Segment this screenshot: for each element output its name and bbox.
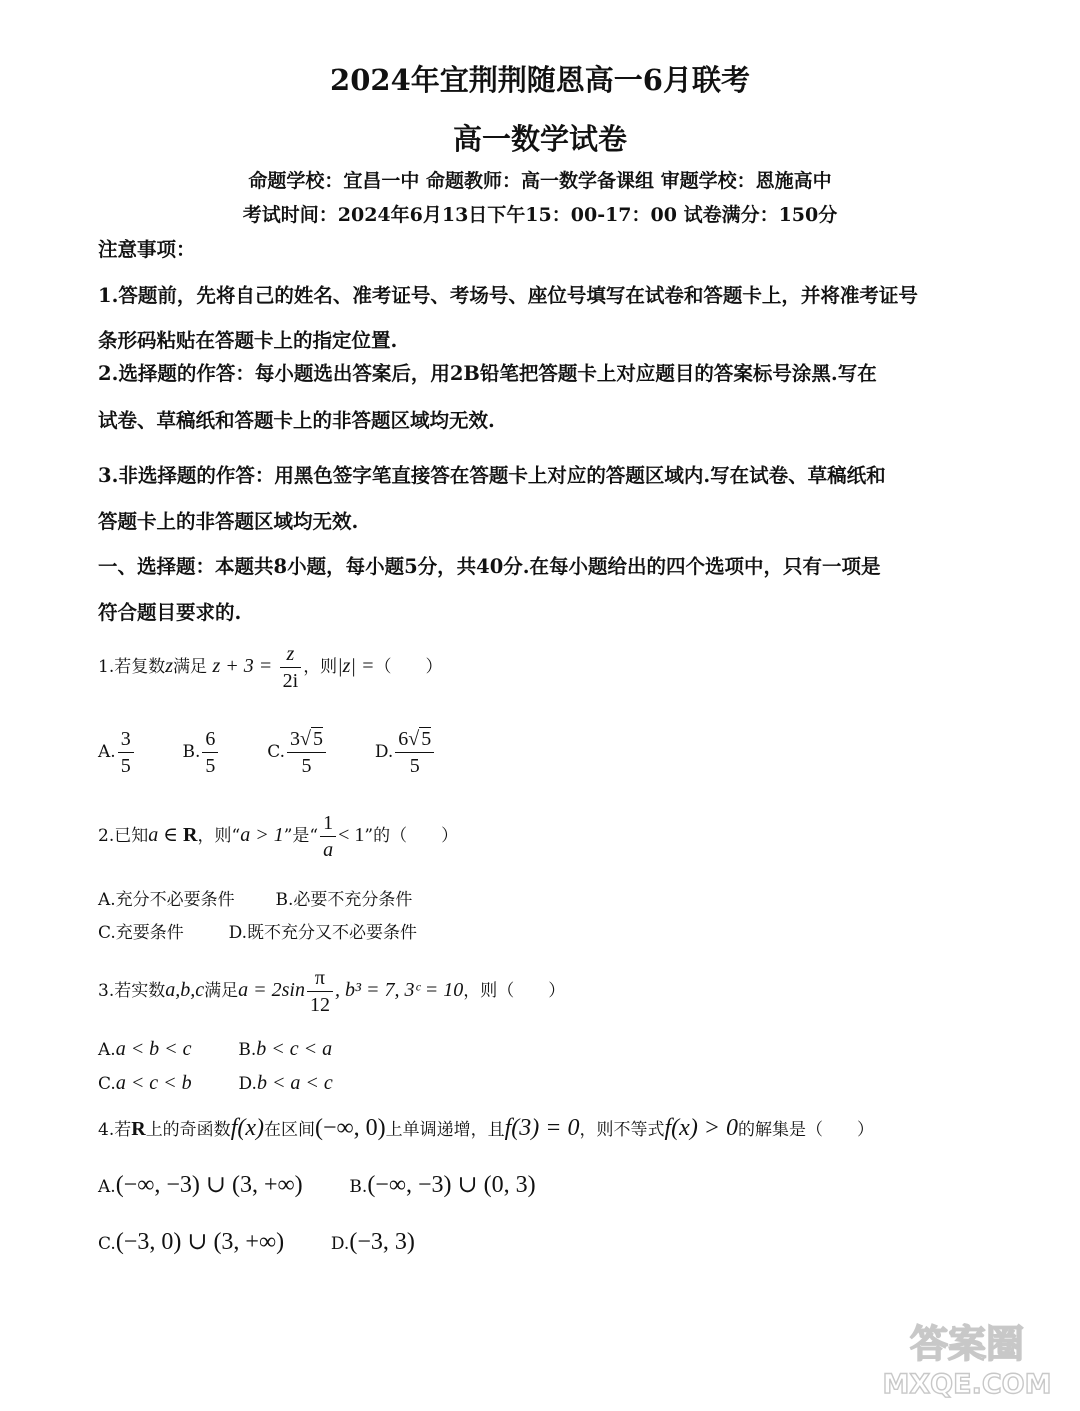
q1-option-b-label: B. (182, 742, 201, 762)
q2-option-b: B.必要不充分条件 (275, 890, 413, 910)
notice-item-1-line-1: 1.答题前，先将自己的姓名、准考证号、考场号、座位号填写在试卷和答题卡上，并将准考证号 (98, 284, 918, 307)
q1-option-c (267, 728, 328, 777)
page-subtitle: 高一数学试卷 (452, 122, 627, 156)
q2-option-a: A.充分不必要条件 (98, 890, 235, 910)
q1-option-c-rad: 5 (313, 728, 324, 750)
q3-option-c-label: C. (98, 1074, 116, 1094)
q1-paren: （ ） (374, 657, 443, 677)
q4-option-b: (−∞, −3) ∪ (0, 3) (367, 1172, 536, 1198)
q2-cond: a ∈ (148, 824, 184, 846)
q4-options-row-2 (98, 1227, 415, 1256)
q4-option-c: (−3, 0) ∪ (3, +∞) (115, 1229, 285, 1255)
q4-prefix: 4.若 (98, 1120, 132, 1140)
q3-prefix: 3.若实数 (98, 981, 166, 1001)
q1-option-c-coef: 3 (290, 728, 301, 750)
notice-item-3-line-2: 答题卡上的非答题区域均无效. (98, 510, 359, 533)
q4-option-b-label: B. (349, 1177, 368, 1197)
q2-options-row-1 (98, 885, 412, 910)
q3-end: ，则（ ） (463, 981, 566, 1001)
notice-item-2-line-1: 2.选择题的作答：每小题选出答案后，用2B铅笔把答题卡上对应题目的答案标号涂黑.写在 (98, 362, 877, 385)
q1-frac-den: 2i (282, 670, 299, 692)
q4-inequality: f(x) > 0 (664, 1115, 738, 1141)
q4-option-a-label: A. (98, 1177, 116, 1197)
q4-option-d-label: D. (330, 1234, 350, 1254)
q4-condition: f(3) = 0 (504, 1115, 580, 1141)
page-title: 2024年宜荆荆随恩高一6月联考 (330, 63, 750, 97)
q1-option-a-num: 3 (118, 726, 134, 753)
q3-option-b: b < c < a (256, 1038, 333, 1060)
q3-vars: a,b,c (165, 979, 205, 1001)
q1-option-c-frac (287, 726, 326, 779)
q1-option-a (98, 728, 136, 777)
q3-lhs: a = 2sin (238, 979, 305, 1001)
question-4 (98, 1115, 874, 1142)
exam-info-line: 考试时间：2024年6月13日下午15：00-17：00 试卷满分：150分 (242, 204, 838, 226)
q2-option-c: C.充要条件 (98, 923, 184, 943)
q1-option-d-coef: 6 (398, 728, 409, 750)
q1-options (98, 726, 436, 779)
notice-item-3-line-1: 3.非选择题的作答：用黑色签字笔直接答在答题卡上对应的答题区域内.写在试卷、草稿纸和 (98, 464, 886, 487)
section-heading-line-1: 一、选择题：本题共8小题，每小题5分，共40分.在每小题给出的四个选项中，只有一项是 (98, 555, 881, 578)
q1-prefix: 1.若复数 (98, 657, 166, 677)
q3-rest: , b³ = 7, 3ᶜ = 10 (334, 979, 464, 1001)
q1-option-d-den: 5 (409, 755, 420, 777)
q1-lhs: z + 3 = (212, 655, 273, 677)
watermark-logo (882, 1317, 1052, 1401)
q1-option-d-rad: 5 (421, 728, 432, 750)
q1-option-b-num: 6 (202, 726, 218, 753)
q3-options-row-1 (98, 1038, 332, 1061)
q2-options-row-2 (98, 918, 417, 943)
q4-text-5: 的解集是（ ） (738, 1120, 874, 1140)
q3-option-d: b < a < c (256, 1072, 333, 1094)
q2-mid2: ”是“ (283, 826, 319, 846)
q1-after: ，则 (303, 657, 338, 677)
q3-frac-num: π (307, 965, 333, 992)
q3-fraction (307, 965, 333, 1018)
q3-option-c: a < c < b (115, 1072, 192, 1094)
q2-frac-num: 1 (320, 810, 336, 837)
q1-fraction (280, 641, 302, 694)
svg-text:答案圈: 答案圈 (909, 1322, 1025, 1366)
q1-option-c-num: 3√ 5 (287, 726, 326, 753)
q2-frac-den: a (323, 839, 334, 861)
q4-options-row-1 (98, 1170, 536, 1199)
q3-options-row-2 (98, 1072, 333, 1095)
q2-real-set: R (183, 824, 198, 846)
q4-func: f(x) (230, 1115, 264, 1141)
q1-option-c-label: C. (267, 742, 286, 762)
q3-mid: 满足 (204, 981, 239, 1001)
section-heading-line-2: 符合题目要求的. (98, 601, 242, 624)
q1-option-b-den: 5 (205, 755, 216, 777)
q1-var: z (165, 655, 174, 677)
q4-text-2: 在区间 (264, 1120, 315, 1140)
notice-item-1-line-2: 条形码粘贴在答题卡上的指定位置. (98, 329, 398, 352)
q1-option-d-label: D. (374, 742, 394, 762)
q2-lt: < 1 (338, 824, 365, 846)
notice-item-2-line-2: 试卷、草稿纸和答题卡上的非答题区域均无效. (98, 409, 495, 432)
q4-text-4: ，则不等式 (579, 1120, 665, 1140)
q4-text-1: 上的奇函数 (145, 1120, 231, 1140)
q1-mid: 满足 (173, 657, 208, 677)
question-2 (98, 810, 458, 863)
q1-option-b (182, 728, 221, 777)
q2-option-d: D.既不充分又不必要条件 (228, 923, 418, 943)
q4-option-a: (−∞, −3) ∪ (3, +∞) (115, 1172, 303, 1198)
svg-text:MXQE.COM: MXQE.COM (882, 1369, 1052, 1400)
q3-option-a-label: A. (98, 1040, 116, 1060)
q1-option-d (374, 728, 436, 777)
notice-heading: 注意事项： (98, 238, 196, 261)
authors-line: 命题学校：宜昌一中 命题教师：高一数学备课组 审题学校：恩施高中 (248, 170, 832, 192)
q1-option-d-num: 6√ 5 (395, 726, 434, 753)
q2-expr1: a > 1 (240, 824, 284, 846)
q2-mid: ，则“ (197, 826, 241, 846)
q3-option-d-label: D. (238, 1074, 257, 1094)
q2-prefix: 2.已知 (98, 826, 149, 846)
q1-abs: |z| = (337, 655, 375, 677)
q2-fraction (320, 810, 336, 863)
q4-option-c-label: C. (98, 1234, 116, 1254)
q1-option-a-frac (118, 726, 134, 779)
q1-option-c-den: 5 (301, 755, 312, 777)
q1-frac-num: z (280, 641, 302, 668)
question-3 (98, 965, 565, 1018)
q1-option-a-label: A. (98, 742, 116, 762)
q4-text-3: 上单调递增，且 (385, 1120, 505, 1140)
q3-option-a: a < b < c (115, 1038, 192, 1060)
q2-end: ”的（ ） (364, 826, 459, 846)
q1-option-a-den: 5 (120, 755, 131, 777)
q3-option-b-label: B. (238, 1040, 257, 1060)
q4-interval: (−∞, 0) (315, 1115, 386, 1141)
q1-option-b-frac (202, 726, 218, 779)
q4-real-set: R (131, 1118, 146, 1140)
question-1 (98, 641, 442, 694)
q3-frac-den: 12 (309, 994, 330, 1016)
q4-option-d: (−3, 3) (349, 1229, 415, 1255)
q1-option-d-frac (395, 726, 434, 779)
